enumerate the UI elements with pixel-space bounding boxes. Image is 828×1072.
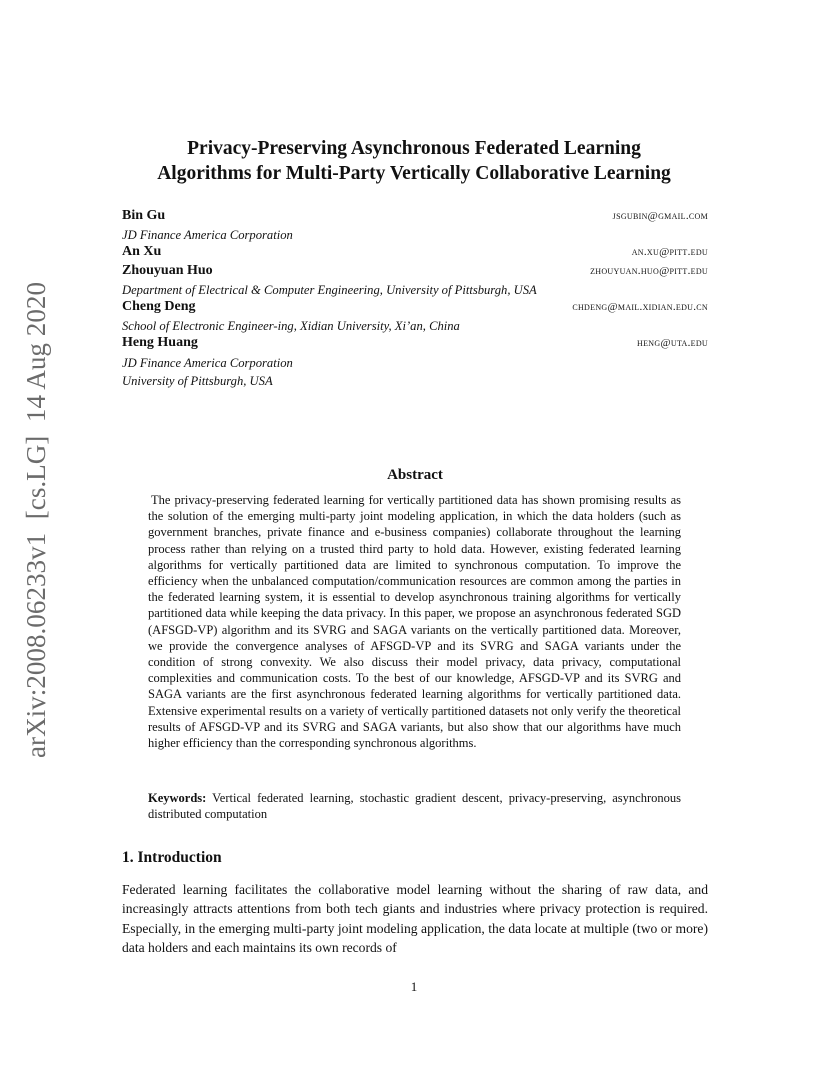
author-block xyxy=(122,208,708,390)
author-name: Cheng Deng xyxy=(122,298,196,314)
abstract-text: The privacy-preserving federated learning for vertically partitioned data has shown promising results as the solution of the emerging multi-party joint modeling application, in which the data holders (such as government branches, private finance and e-business companies) collaborate throughout the learning process rather than relying on a trusted third party to hold data. However, existing federated learning algorithms for vertically partitioned data are limited to synchronous computation. To improve the efficiency when the unbalanced computation/communication resources are common among the parties in the federated learning system, it is essential to develop asynchronous training algorithms for vertically partitioned data while keeping the data privacy. In this paper, we propose an asynchronous federated SGD (AFSGD-VP) algorithm and its SVRG and SAGA variants on the vertically partitioned data. Moreover, we provide the convergence analyses of AFSGD-VP and its SVRG and SAGA variants under the condition of strong convexity. We also discuss their model privacy, data privacy, computational complexities and communication costs. To the best of our knowledge, AFSGD-VP and its SVRG and SAGA variants are the first asynchronous federated learning algorithms for vertically partitioned data. Extensive experimental results on a variety of vertically partitioned datasets not only verify the theoretical results of AFSGD-VP and its SVRG and SAGA variants, but also show that our algorithms have much higher efficiency than the corresponding synchronous algorithms. xyxy=(148,493,681,751)
author-name: Zhouyuan Huo xyxy=(122,262,213,278)
author-email[interactable]: an.xu@pitt.edu xyxy=(631,246,708,259)
author-name: Heng Huang xyxy=(122,335,198,351)
author-email[interactable]: jsgubin@gmail.com xyxy=(612,210,708,222)
author-row-3 xyxy=(122,263,708,281)
page-number: 1 xyxy=(410,979,418,994)
title-line-2: Algorithms for Multi-Party Vertically Collaborative Learning xyxy=(157,163,671,184)
section-heading-introduction: 1. Introduction xyxy=(122,849,222,866)
keywords-label: Keywords: xyxy=(148,791,207,805)
author-affiliation: JD Finance America Corporation xyxy=(122,228,293,243)
author-name: An Xu xyxy=(122,244,162,260)
abstract-heading: Abstract xyxy=(387,467,443,483)
arxiv-identifier-text: arXiv:2008.06233v1 [cs.LG] 14 Aug 2020 xyxy=(21,284,51,758)
author-name: Bin Gu xyxy=(122,208,166,223)
title-line-1: Privacy-Preserving Asynchronous Federated Learning xyxy=(187,138,641,159)
author-affiliation: University of Pittsburgh, USA xyxy=(122,373,273,388)
arxiv-identifier-svg xyxy=(14,282,54,758)
author-affiliation: School of Electronic Engineer-ing, Xidian University, Xi’an, China xyxy=(122,319,460,334)
author-row-1 xyxy=(122,208,708,226)
author-email[interactable]: chdeng@mail.xidian.edu.cn xyxy=(572,300,708,313)
keywords-text: Vertical federated learning, stochastic gradient descent, privacy-preserving, asynchronous distributed computation xyxy=(148,791,681,822)
author-affiliation: JD Finance America Corporation xyxy=(122,355,293,370)
introduction-text: Federated learning facilitates the collaborative model learning without the sharing of raw data, and increasingly attracts attentions from both tech giants and industries where privacy protection is required. Especially, in the emerging multi-party joint modeling application, the data locate at multiple (two or more) data holders and each maintains its own records of xyxy=(122,882,708,955)
paper-title xyxy=(100,136,728,186)
author-email[interactable]: zhouyuan.huo@pitt.edu xyxy=(590,264,708,277)
arxiv-identifier-stamp xyxy=(14,282,54,758)
keywords xyxy=(148,790,681,822)
author-affiliation: Department of Electrical & Computer Engineering, University of Pittsburgh, USA xyxy=(122,282,537,297)
author-row-2 xyxy=(122,244,708,262)
author-row-4 xyxy=(122,299,708,317)
author-email[interactable]: heng@uta.edu xyxy=(637,337,708,350)
author-row-5 xyxy=(122,335,708,353)
